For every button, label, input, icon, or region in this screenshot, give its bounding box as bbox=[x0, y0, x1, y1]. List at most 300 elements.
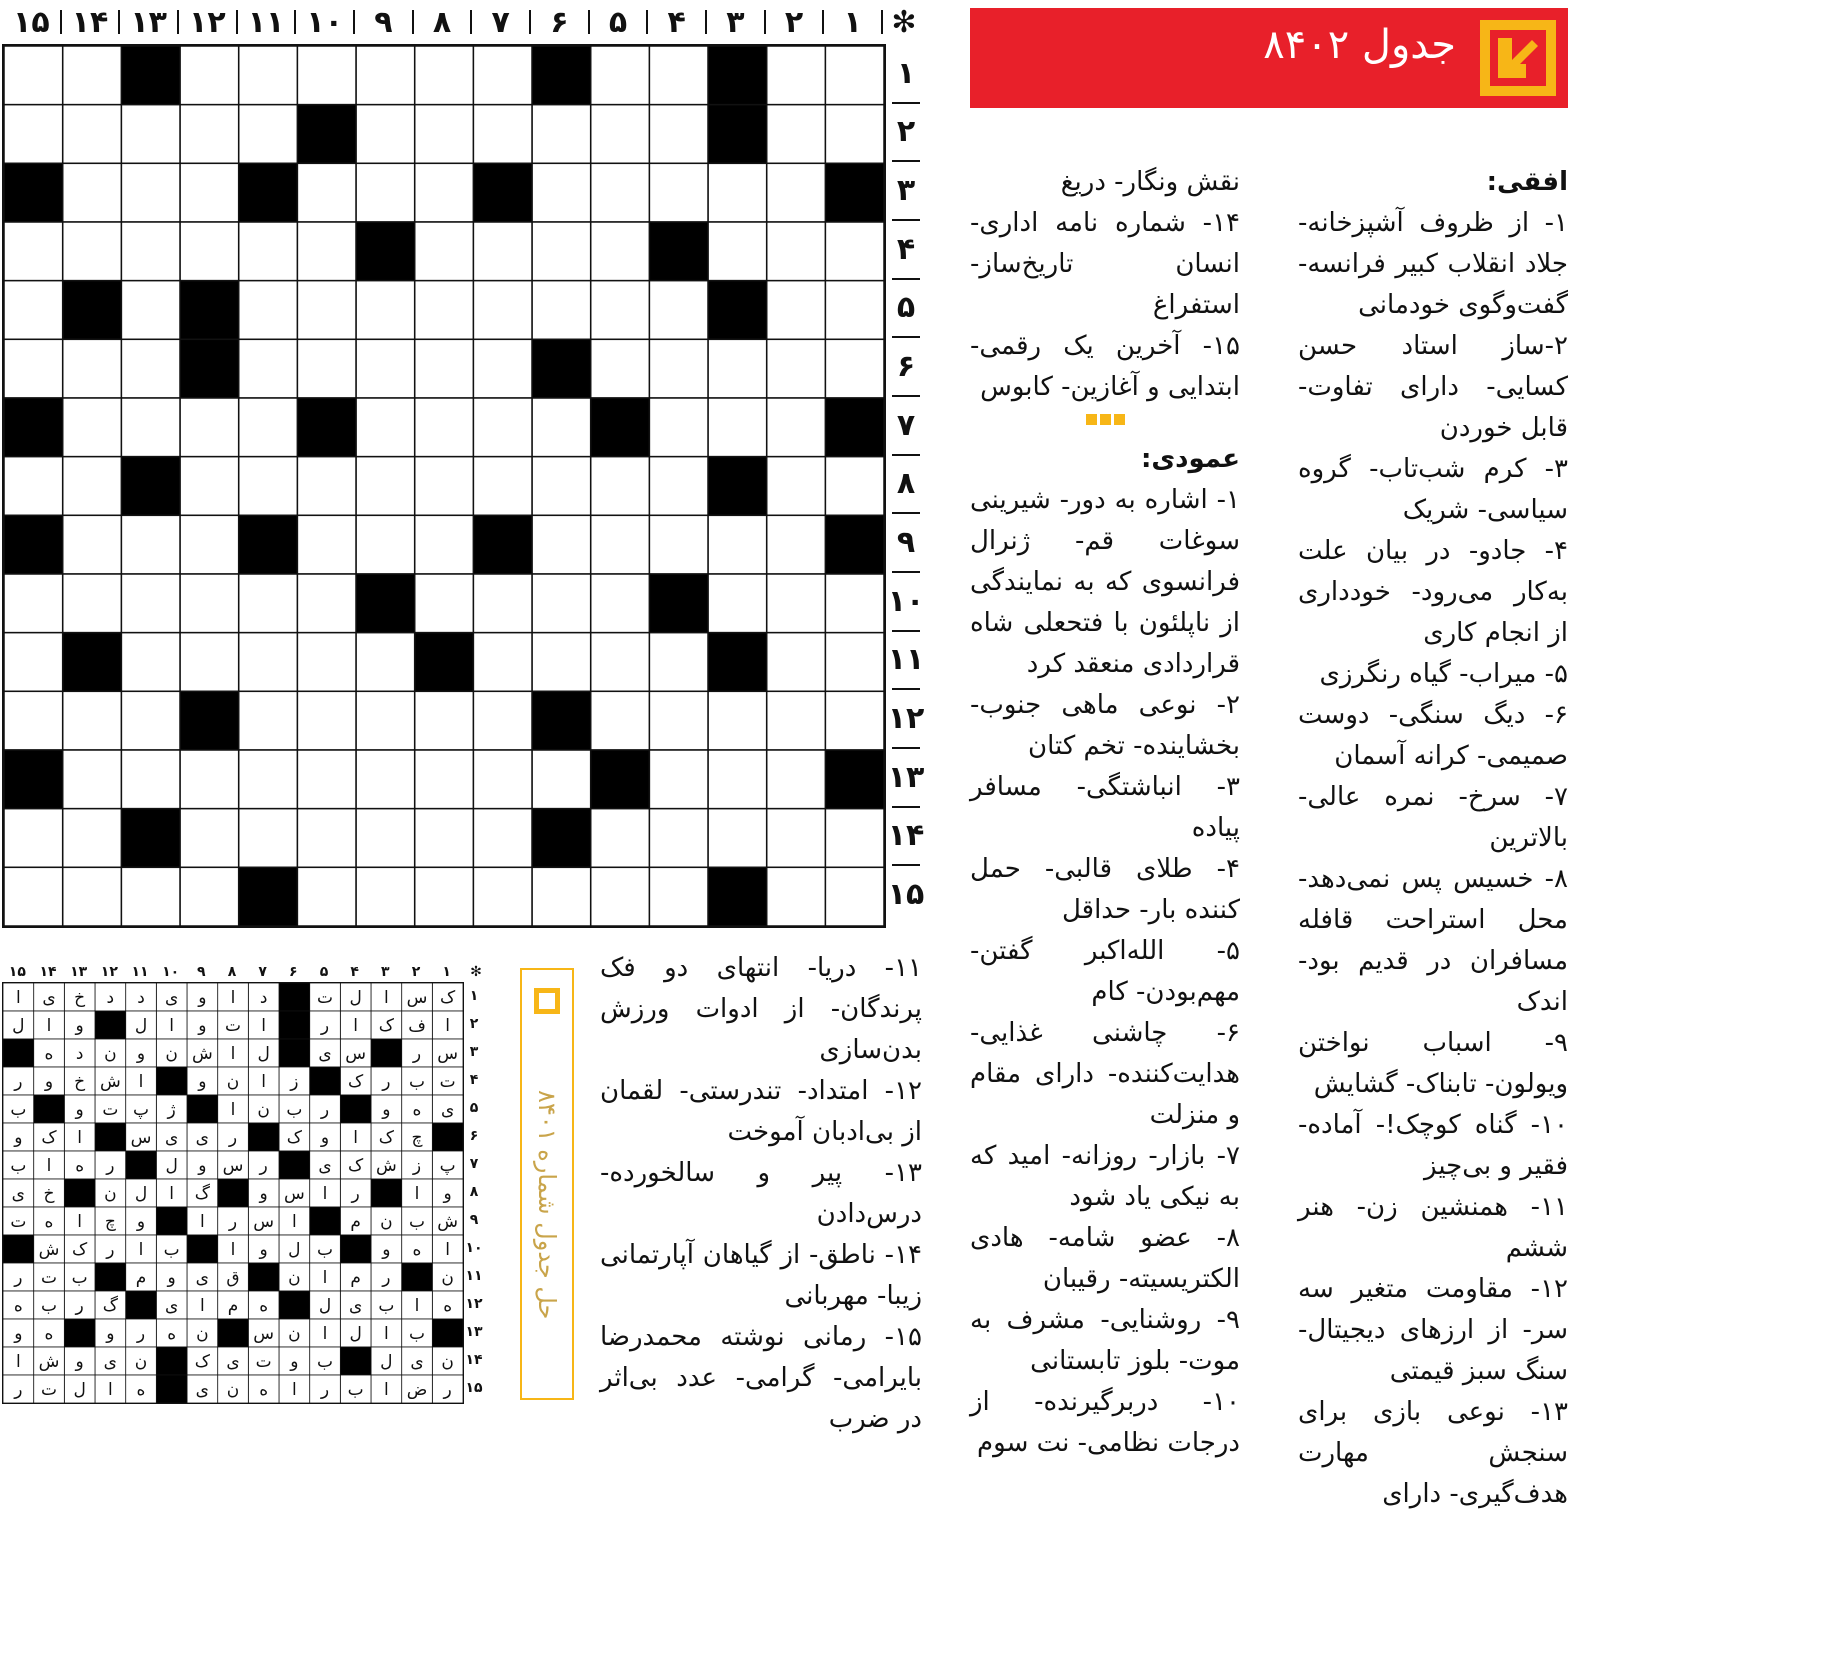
solution-letter: ل bbox=[165, 1156, 178, 1176]
answer-cell[interactable] bbox=[649, 105, 708, 164]
answer-cell[interactable] bbox=[180, 867, 239, 926]
answer-cell[interactable] bbox=[121, 633, 180, 692]
answer-cell[interactable] bbox=[591, 281, 650, 340]
corner-symbol: ✻ bbox=[891, 4, 917, 40]
answer-cell[interactable] bbox=[473, 222, 532, 281]
answer-cell[interactable] bbox=[63, 691, 122, 750]
answer-cell[interactable] bbox=[180, 633, 239, 692]
middle-clues bbox=[970, 162, 1240, 1464]
solution-letter: س bbox=[437, 1044, 459, 1064]
answer-cell[interactable] bbox=[415, 574, 474, 633]
solution-letter: ر bbox=[14, 1072, 23, 1092]
solution-letter: ک bbox=[348, 1156, 364, 1176]
answer-cell[interactable] bbox=[180, 163, 239, 222]
answer-cell[interactable] bbox=[356, 691, 415, 750]
answer-cell[interactable] bbox=[649, 809, 708, 868]
clue-text: ۱۱- همنشین زن- هنر ششم bbox=[1298, 1192, 1568, 1263]
answer-cell[interactable] bbox=[767, 46, 826, 105]
answer-cell[interactable] bbox=[649, 691, 708, 750]
answer-cell[interactable] bbox=[356, 105, 415, 164]
answer-cell[interactable] bbox=[4, 105, 63, 164]
answer-cell[interactable] bbox=[4, 281, 63, 340]
answer-cell[interactable] bbox=[532, 163, 591, 222]
answer-cell[interactable] bbox=[297, 867, 356, 926]
solution-letter: ر bbox=[228, 1212, 238, 1232]
solution-letter: ش bbox=[437, 1212, 459, 1232]
answer-cell[interactable] bbox=[591, 691, 650, 750]
answer-cell[interactable] bbox=[767, 105, 826, 164]
solution-letter: ه bbox=[443, 1296, 453, 1316]
answer-cell[interactable] bbox=[356, 339, 415, 398]
answer-cell[interactable] bbox=[121, 105, 180, 164]
solution-black-cell bbox=[218, 1179, 249, 1207]
clue-text: ۱- اشاره به دور- شیرینی سوغات قم- ژنرال فرانسوی که به نمایندگی از ناپلئون با فتحعلی شاه قراردادی منعقد کرد bbox=[970, 485, 1240, 679]
solution-letter: ی bbox=[165, 1296, 179, 1316]
answer-cell[interactable] bbox=[591, 457, 650, 516]
answer-cell[interactable] bbox=[415, 398, 474, 457]
solution-black-cell bbox=[310, 1067, 341, 1095]
answer-cell[interactable] bbox=[591, 163, 650, 222]
answer-cell[interactable] bbox=[532, 515, 591, 574]
column-number: ۸ bbox=[432, 4, 452, 40]
solution-letter: ه bbox=[412, 1240, 422, 1260]
solution-letter: ی bbox=[103, 1352, 117, 1372]
solution-row-number: ۱ bbox=[469, 988, 479, 1004]
answer-cell[interactable] bbox=[63, 46, 122, 105]
solution-letter: ه bbox=[412, 1100, 422, 1120]
answer-cell[interactable] bbox=[767, 457, 826, 516]
answer-cell[interactable] bbox=[4, 633, 63, 692]
answer-cell[interactable] bbox=[356, 457, 415, 516]
answer-cell[interactable] bbox=[180, 574, 239, 633]
solution-title: حل جدول شماره ۸۴۰۱ bbox=[533, 1090, 561, 1320]
answer-cell[interactable] bbox=[63, 398, 122, 457]
answer-cell[interactable] bbox=[591, 105, 650, 164]
answer-cell[interactable] bbox=[532, 222, 591, 281]
solution-black-cell bbox=[95, 1123, 126, 1151]
answer-cell[interactable] bbox=[356, 515, 415, 574]
answer-cell[interactable] bbox=[708, 750, 767, 809]
answer-cell[interactable] bbox=[825, 809, 884, 868]
answer-cell[interactable] bbox=[121, 574, 180, 633]
answer-cell[interactable] bbox=[708, 809, 767, 868]
answer-cell[interactable] bbox=[767, 339, 826, 398]
clue-text: ۸- خسیس پس نمی‌دهد- محل استراحت قافله مسافران در قدیم بود- اندک bbox=[1298, 864, 1568, 1017]
answer-cell[interactable] bbox=[4, 457, 63, 516]
solution-letter: ه bbox=[13, 1296, 23, 1316]
answer-cell[interactable] bbox=[180, 515, 239, 574]
solution-label-box bbox=[520, 968, 574, 1400]
answer-cell[interactable] bbox=[825, 691, 884, 750]
answer-cell[interactable] bbox=[63, 457, 122, 516]
answer-cell[interactable] bbox=[4, 339, 63, 398]
solution-letter: ا bbox=[15, 988, 21, 1008]
answer-cell[interactable] bbox=[415, 46, 474, 105]
answer-cell[interactable] bbox=[767, 163, 826, 222]
answer-cell[interactable] bbox=[297, 281, 356, 340]
solution-letter: ا bbox=[291, 1380, 297, 1400]
solution-letter: ه bbox=[75, 1156, 85, 1176]
solution-black-cell bbox=[279, 1291, 310, 1319]
answer-cell[interactable] bbox=[4, 809, 63, 868]
answer-cell[interactable] bbox=[532, 750, 591, 809]
answer-cell[interactable] bbox=[415, 867, 474, 926]
answer-cell[interactable] bbox=[4, 574, 63, 633]
solution-letter: ر bbox=[320, 1380, 330, 1400]
answer-cell[interactable] bbox=[297, 515, 356, 574]
solution-row-number: ۱۴ bbox=[465, 1352, 483, 1368]
answer-cell[interactable] bbox=[473, 809, 532, 868]
solution-letter: و bbox=[198, 1072, 207, 1092]
answer-cell[interactable] bbox=[180, 457, 239, 516]
answer-cell[interactable] bbox=[767, 809, 826, 868]
answer-cell[interactable] bbox=[825, 222, 884, 281]
answer-cell[interactable] bbox=[180, 750, 239, 809]
clue-text: ۴- طلای قالبی- حمل کننده بار- حداقل bbox=[970, 854, 1240, 925]
answer-cell[interactable] bbox=[767, 867, 826, 926]
answer-cell[interactable] bbox=[239, 46, 298, 105]
answer-cell[interactable] bbox=[121, 515, 180, 574]
answer-cell[interactable] bbox=[297, 633, 356, 692]
answer-cell[interactable] bbox=[708, 398, 767, 457]
across-heading: افقی: bbox=[1486, 167, 1568, 197]
answer-cell[interactable] bbox=[239, 809, 298, 868]
clue-text: نقش ونگار- دریغ bbox=[1060, 167, 1240, 197]
answer-cell[interactable] bbox=[297, 222, 356, 281]
answer-cell[interactable] bbox=[591, 46, 650, 105]
black-cell bbox=[297, 398, 356, 457]
solution-letter: ت bbox=[255, 1352, 272, 1372]
answer-cell[interactable] bbox=[63, 750, 122, 809]
answer-cell[interactable] bbox=[239, 398, 298, 457]
solution-letter: ر bbox=[75, 1296, 84, 1316]
answer-cell[interactable] bbox=[473, 691, 532, 750]
answer-cell[interactable] bbox=[356, 163, 415, 222]
solution-column-number: ۳ bbox=[381, 964, 390, 980]
solution-letter: گ bbox=[102, 1296, 118, 1316]
solution-letter: چ bbox=[104, 1212, 116, 1232]
answer-cell[interactable] bbox=[63, 222, 122, 281]
solution-letter: ن bbox=[196, 1324, 209, 1344]
answer-cell[interactable] bbox=[4, 222, 63, 281]
solution-letter: ی bbox=[441, 1100, 455, 1120]
solution-letter: ت bbox=[40, 1268, 58, 1288]
answer-cell[interactable] bbox=[649, 750, 708, 809]
answer-cell[interactable] bbox=[63, 515, 122, 574]
answer-cell[interactable] bbox=[591, 339, 650, 398]
answer-cell[interactable] bbox=[473, 750, 532, 809]
solution-letter: و bbox=[198, 1156, 207, 1176]
answer-cell[interactable] bbox=[297, 750, 356, 809]
solution-column-number: ۱۳ bbox=[70, 964, 88, 980]
solution-letter: م bbox=[227, 1296, 239, 1316]
answer-cell[interactable] bbox=[532, 867, 591, 926]
answer-cell[interactable] bbox=[297, 574, 356, 633]
answer-cell[interactable] bbox=[767, 222, 826, 281]
solution-black-cell bbox=[187, 1095, 218, 1123]
solution-column-number: ۱ bbox=[442, 964, 451, 980]
answer-cell[interactable] bbox=[239, 633, 298, 692]
answer-cell[interactable] bbox=[63, 105, 122, 164]
answer-cell[interactable] bbox=[180, 105, 239, 164]
answer-cell[interactable] bbox=[532, 105, 591, 164]
answer-cell[interactable] bbox=[473, 339, 532, 398]
answer-cell[interactable] bbox=[591, 515, 650, 574]
solution-black-cell bbox=[187, 1235, 218, 1263]
solution-letter: د bbox=[259, 988, 268, 1008]
solution-letter: ش bbox=[99, 1072, 121, 1092]
black-cell bbox=[825, 750, 884, 809]
solution-letter: ا bbox=[414, 1296, 420, 1316]
answer-cell[interactable] bbox=[180, 398, 239, 457]
solution-letter: ب bbox=[286, 1100, 303, 1120]
answer-cell[interactable] bbox=[297, 809, 356, 868]
solution-letter: ه bbox=[259, 1296, 269, 1316]
solution-letter: ل bbox=[257, 1044, 270, 1064]
answer-cell[interactable] bbox=[239, 339, 298, 398]
clue-text: ۱۳- پیر و سالخورده- درس‌دادن bbox=[600, 1158, 922, 1229]
answer-cell[interactable] bbox=[649, 339, 708, 398]
answer-cell[interactable] bbox=[708, 222, 767, 281]
answer-cell[interactable] bbox=[825, 46, 884, 105]
answer-cell[interactable] bbox=[297, 339, 356, 398]
answer-cell[interactable] bbox=[532, 398, 591, 457]
down-heading: عمودی: bbox=[1140, 444, 1240, 474]
solution-letter: ک bbox=[440, 988, 456, 1008]
solution-letter: ل bbox=[134, 1016, 148, 1036]
answer-cell[interactable] bbox=[415, 515, 474, 574]
solution-letter: ب bbox=[378, 1296, 395, 1316]
answer-cell[interactable] bbox=[415, 105, 474, 164]
solution-letter: ت bbox=[40, 1380, 58, 1400]
answer-cell[interactable] bbox=[63, 867, 122, 926]
solution-black-cell bbox=[310, 1207, 341, 1235]
crossword-grid[interactable] bbox=[2, 44, 886, 928]
answer-cell[interactable] bbox=[708, 515, 767, 574]
answer-cell[interactable] bbox=[473, 105, 532, 164]
answer-cell[interactable] bbox=[825, 105, 884, 164]
solution-letter: ن bbox=[380, 1212, 393, 1232]
answer-cell[interactable] bbox=[415, 281, 474, 340]
row-number: ۶ bbox=[896, 349, 916, 385]
solution-letter: ت bbox=[224, 1016, 242, 1036]
solution-letter: و bbox=[75, 1016, 84, 1036]
answer-cell[interactable] bbox=[473, 457, 532, 516]
answer-cell[interactable] bbox=[825, 281, 884, 340]
answer-cell[interactable] bbox=[121, 867, 180, 926]
solution-letter: ی bbox=[165, 988, 179, 1008]
answer-cell[interactable] bbox=[63, 809, 122, 868]
answer-cell[interactable] bbox=[825, 339, 884, 398]
solution-black-cell bbox=[432, 1319, 463, 1347]
black-cell bbox=[180, 691, 239, 750]
answer-cell[interactable] bbox=[708, 691, 767, 750]
solution-letter: ر bbox=[412, 1044, 422, 1064]
solution-letter: ب bbox=[347, 1380, 364, 1400]
solution-letter: و bbox=[75, 1100, 84, 1120]
answer-cell[interactable] bbox=[239, 691, 298, 750]
answer-cell[interactable] bbox=[63, 339, 122, 398]
answer-cell[interactable] bbox=[649, 515, 708, 574]
black-cell bbox=[63, 281, 122, 340]
solution-letter: ن bbox=[288, 1268, 301, 1288]
answer-cell[interactable] bbox=[591, 633, 650, 692]
solution-letter: ن bbox=[288, 1324, 301, 1344]
answer-cell[interactable] bbox=[473, 867, 532, 926]
answer-cell[interactable] bbox=[356, 867, 415, 926]
solution-letter: ا bbox=[383, 1380, 389, 1400]
answer-cell[interactable] bbox=[415, 163, 474, 222]
solution-letter: ا bbox=[15, 1352, 21, 1372]
answer-cell[interactable] bbox=[415, 339, 474, 398]
answer-cell[interactable] bbox=[473, 574, 532, 633]
answer-cell[interactable] bbox=[4, 867, 63, 926]
answer-cell[interactable] bbox=[473, 281, 532, 340]
clue-text: ۶- چاشنی غذایی- هدایت‌کننده- دارای مقام و منزلت bbox=[970, 1018, 1240, 1130]
answer-cell[interactable] bbox=[180, 46, 239, 105]
solution-letter: ا bbox=[383, 1324, 389, 1344]
solution-grid-svg bbox=[3, 983, 463, 1403]
solution-black-cell bbox=[95, 1263, 126, 1291]
solution-black-cell bbox=[371, 1179, 402, 1207]
answer-cell[interactable] bbox=[767, 633, 826, 692]
answer-cell[interactable] bbox=[473, 633, 532, 692]
solution-letter: ن bbox=[104, 1044, 117, 1064]
answer-cell[interactable] bbox=[121, 339, 180, 398]
answer-cell[interactable] bbox=[239, 281, 298, 340]
black-cell bbox=[591, 750, 650, 809]
answer-cell[interactable] bbox=[297, 163, 356, 222]
answer-cell[interactable] bbox=[532, 281, 591, 340]
solution-letter: ک bbox=[378, 1128, 394, 1148]
answer-cell[interactable] bbox=[825, 574, 884, 633]
solution-black-cell bbox=[95, 1011, 126, 1039]
row-number: ۱۴ bbox=[887, 818, 925, 854]
answer-cell[interactable] bbox=[532, 633, 591, 692]
crossword-grid-svg[interactable] bbox=[4, 46, 884, 926]
answer-cell[interactable] bbox=[4, 691, 63, 750]
answer-cell[interactable] bbox=[473, 46, 532, 105]
answer-cell[interactable] bbox=[708, 574, 767, 633]
clue-text: ۶- دیگ سنگی- دوست صمیمی- کرانه آسمان bbox=[1298, 700, 1568, 771]
answer-cell[interactable] bbox=[356, 633, 415, 692]
answer-cell[interactable] bbox=[356, 809, 415, 868]
answer-cell[interactable] bbox=[649, 457, 708, 516]
answer-cell[interactable] bbox=[415, 691, 474, 750]
clue-text: ۱۲- مقاومت متغیر سه سر- از ارزهای دیجیتال- سنگ سبز قیمتی bbox=[1298, 1274, 1568, 1386]
solution-letter: س bbox=[130, 1128, 152, 1148]
answer-cell[interactable] bbox=[121, 222, 180, 281]
answer-cell[interactable] bbox=[591, 574, 650, 633]
answer-cell[interactable] bbox=[532, 574, 591, 633]
answer-cell[interactable] bbox=[767, 281, 826, 340]
answer-cell[interactable] bbox=[649, 398, 708, 457]
solution-letter: ن bbox=[441, 1352, 454, 1372]
answer-cell[interactable] bbox=[708, 163, 767, 222]
black-cell bbox=[356, 574, 415, 633]
answer-cell[interactable] bbox=[591, 867, 650, 926]
answer-cell[interactable] bbox=[591, 809, 650, 868]
answer-cell[interactable] bbox=[767, 750, 826, 809]
answer-cell[interactable] bbox=[239, 222, 298, 281]
answer-cell[interactable] bbox=[415, 809, 474, 868]
solution-black-cell bbox=[248, 1123, 279, 1151]
answer-cell[interactable] bbox=[649, 163, 708, 222]
answer-cell[interactable] bbox=[356, 281, 415, 340]
answer-cell[interactable] bbox=[297, 691, 356, 750]
answer-cell[interactable] bbox=[767, 574, 826, 633]
answer-cell[interactable] bbox=[239, 457, 298, 516]
solution-letter: ن bbox=[104, 1184, 117, 1204]
solution-letter: د bbox=[75, 1044, 84, 1064]
answer-cell[interactable] bbox=[239, 574, 298, 633]
answer-cell[interactable] bbox=[4, 46, 63, 105]
answer-cell[interactable] bbox=[649, 633, 708, 692]
answer-cell[interactable] bbox=[767, 515, 826, 574]
solution-letter: ر bbox=[228, 1128, 238, 1148]
answer-cell[interactable] bbox=[297, 457, 356, 516]
solution-letter: ل bbox=[73, 1380, 86, 1400]
answer-cell[interactable] bbox=[180, 222, 239, 281]
solution-letter: ر bbox=[106, 1240, 115, 1260]
answer-cell[interactable] bbox=[356, 398, 415, 457]
answer-cell[interactable] bbox=[239, 105, 298, 164]
answer-cell[interactable] bbox=[825, 457, 884, 516]
solution-letter: ت bbox=[10, 1212, 27, 1232]
answer-cell[interactable] bbox=[121, 750, 180, 809]
answer-cell[interactable] bbox=[649, 46, 708, 105]
answer-cell[interactable] bbox=[121, 398, 180, 457]
answer-cell[interactable] bbox=[591, 222, 650, 281]
solution-logo-icon bbox=[534, 988, 560, 1014]
solution-letter: ک bbox=[41, 1128, 57, 1148]
clue-text: ۱- از ظروف آشپزخانه- جلاد انقلاب کبیر فرانسه- گفت‌وگوی خودمانی bbox=[1298, 208, 1568, 320]
answer-cell[interactable] bbox=[767, 398, 826, 457]
solution-letter: ا bbox=[353, 1128, 359, 1148]
solution-letter: ن bbox=[257, 1100, 270, 1120]
row-number: ۳ bbox=[896, 173, 916, 209]
answer-cell[interactable] bbox=[63, 574, 122, 633]
answer-cell[interactable] bbox=[825, 633, 884, 692]
solution-black-cell bbox=[34, 1095, 65, 1123]
solution-letter: ت bbox=[102, 1100, 119, 1120]
answer-cell[interactable] bbox=[415, 222, 474, 281]
answer-cell[interactable] bbox=[415, 457, 474, 516]
answer-cell[interactable] bbox=[473, 398, 532, 457]
row-number: ۷ bbox=[896, 407, 916, 443]
solution-letter: خ bbox=[74, 1072, 86, 1092]
answer-cell[interactable] bbox=[356, 46, 415, 105]
solution-black-cell bbox=[279, 983, 310, 1011]
answer-cell[interactable] bbox=[825, 867, 884, 926]
answer-cell[interactable] bbox=[532, 457, 591, 516]
answer-cell[interactable] bbox=[239, 750, 298, 809]
answer-cell[interactable] bbox=[121, 163, 180, 222]
answer-cell[interactable] bbox=[180, 809, 239, 868]
answer-cell[interactable] bbox=[767, 691, 826, 750]
answer-cell[interactable] bbox=[297, 46, 356, 105]
column-number: ۳ bbox=[726, 4, 745, 40]
answer-cell[interactable] bbox=[121, 281, 180, 340]
answer-cell[interactable] bbox=[415, 750, 474, 809]
answer-cell[interactable] bbox=[649, 867, 708, 926]
answer-cell[interactable] bbox=[708, 339, 767, 398]
solution-letter: م bbox=[135, 1268, 147, 1288]
answer-cell[interactable] bbox=[649, 281, 708, 340]
answer-cell[interactable] bbox=[63, 163, 122, 222]
answer-cell[interactable] bbox=[356, 750, 415, 809]
answer-cell[interactable] bbox=[121, 691, 180, 750]
